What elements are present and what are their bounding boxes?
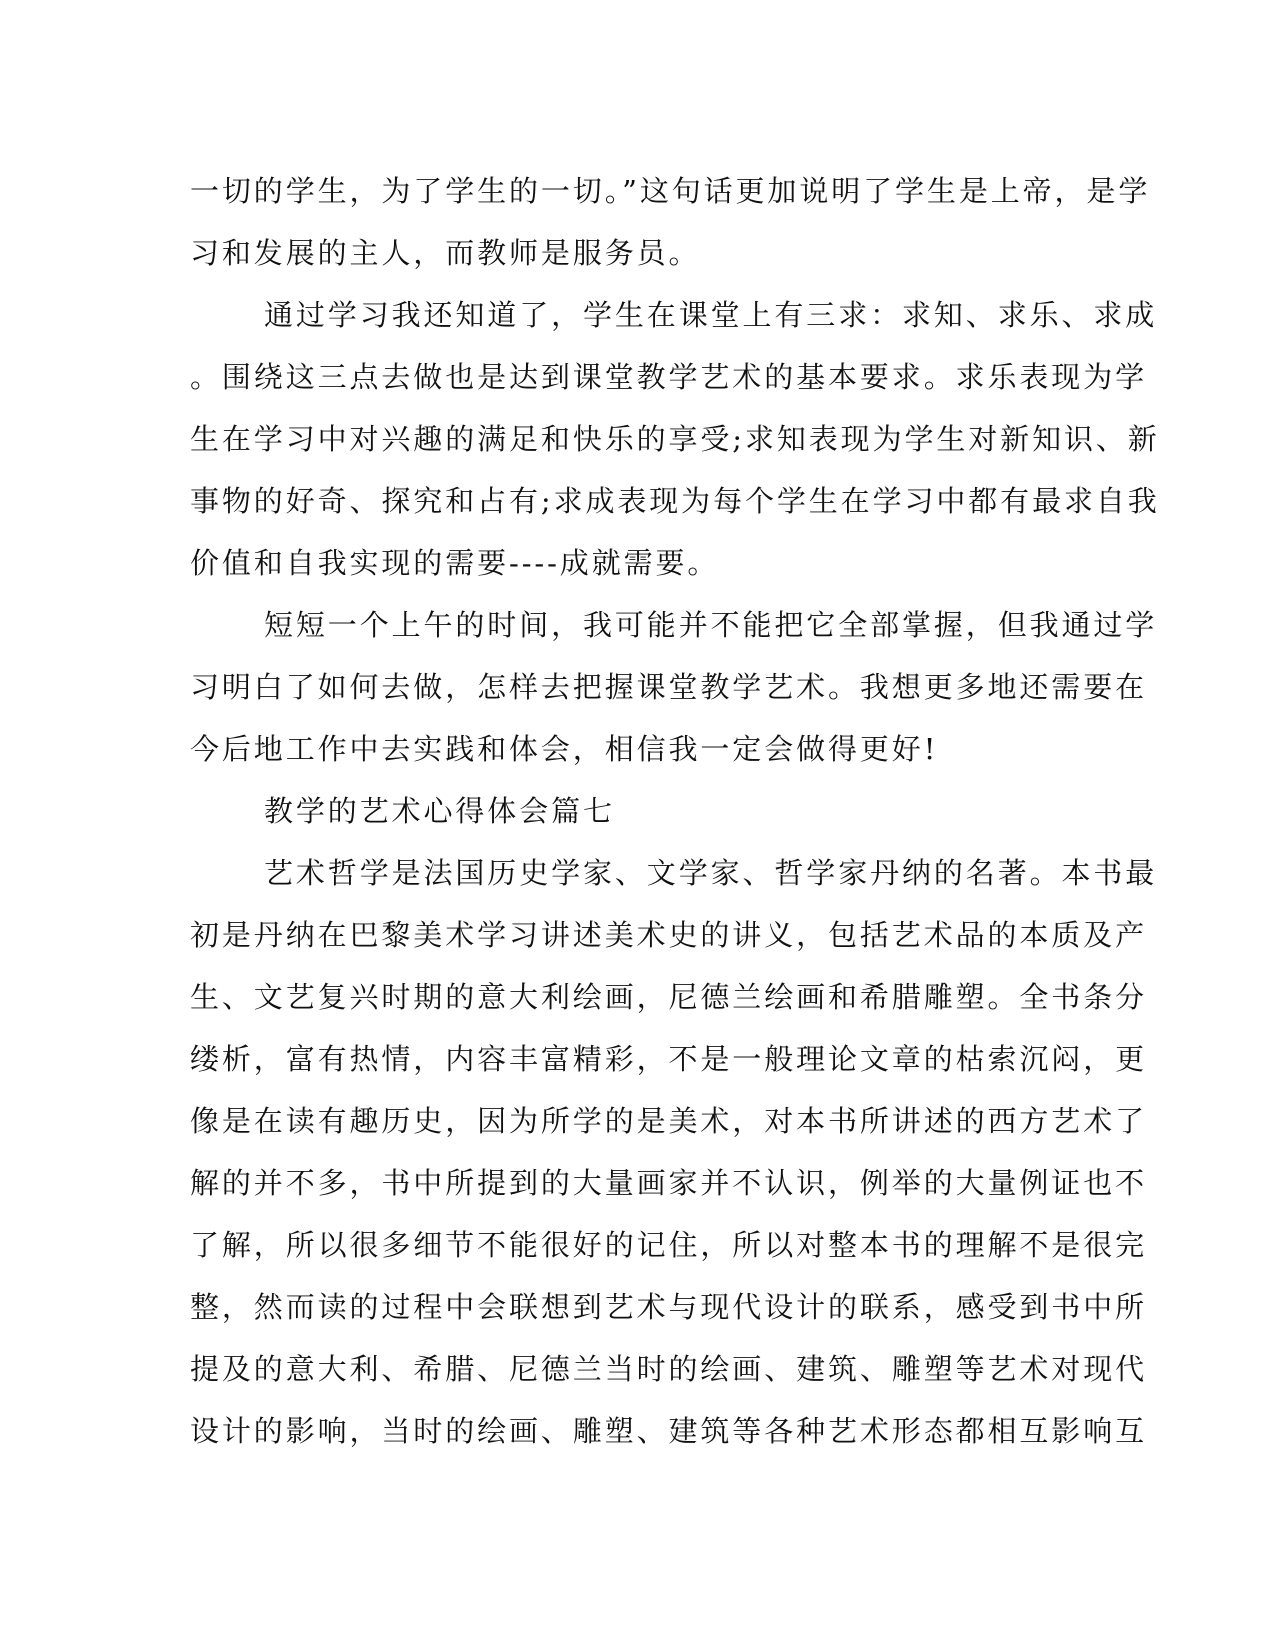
body-text <box>190 160 1160 1462</box>
text-line: 提及的意大利、希腊、尼德兰当时的绘画、建筑、雕塑等艺术对现代 <box>190 1352 1148 1386</box>
text-line: 今后地工作中去实践和体会，相信我一定会做得更好! <box>190 732 939 766</box>
text-line: 解的并不多，书中所提到的大量画家并不认识，例举的大量例证也不 <box>190 1166 1148 1200</box>
text-line: 一切的学生，为了学生的一切。”这句话更加说明了学生是上帝，是学 <box>190 174 1151 208</box>
text-line: 像是在读有趣历史，因为所学的是美术，对本书所讲述的西方艺术了 <box>190 1104 1148 1138</box>
text-line: 通过学习我还知道了，学生在课堂上有三求：求知、求乐、求成 <box>264 298 1158 332</box>
text-line: 设计的影响，当时的绘画、雕塑、建筑等各种艺术形态都相互影响互 <box>190 1414 1148 1448</box>
text-line: 了解，所以很多细节不能很好的记住，所以对整本书的理解不是很完 <box>190 1228 1148 1262</box>
text-line: 整，然而读的过程中会联想到艺术与现代设计的联系，感受到书中所 <box>190 1290 1148 1324</box>
text-line: 生、文艺复兴时期的意大利绘画，尼德兰绘画和希腊雕塑。全书条分 <box>190 980 1148 1014</box>
text-line: 初是丹纳在巴黎美术学习讲述美术史的讲义，包括艺术品的本质及产 <box>190 918 1148 952</box>
text-line: 短短一个上午的时间，我可能并不能把它全部掌握，但我通过学 <box>264 608 1158 642</box>
text-line: 事物的好奇、探究和占有;求成表现为每个学生在学习中都有最求自我 <box>190 484 1160 518</box>
section-heading: 教学的艺术心得体会篇七 <box>264 794 615 828</box>
text-line: 缕析，富有热情，内容丰富精彩，不是一般理论文章的枯索沉闷，更 <box>190 1042 1148 1076</box>
text-line: 生在学习中对兴趣的满足和快乐的享受;求知表现为学生对新知识、新 <box>190 422 1160 456</box>
text-line: 习明白了如何去做，怎样去把握课堂教学艺术。我想更多地还需要在 <box>190 670 1148 704</box>
text-line: 价值和自我实现的需要----成就需要。 <box>190 546 720 580</box>
text-line: 习和发展的主人，而教师是服务员。 <box>190 236 701 270</box>
text-line: 艺术哲学是法国历史学家、文学家、哲学家丹纳的名著。本书最 <box>264 856 1158 890</box>
text-line: 。围绕这三点去做也是达到课堂教学艺术的基本要求。求乐表现为学 <box>190 360 1148 394</box>
